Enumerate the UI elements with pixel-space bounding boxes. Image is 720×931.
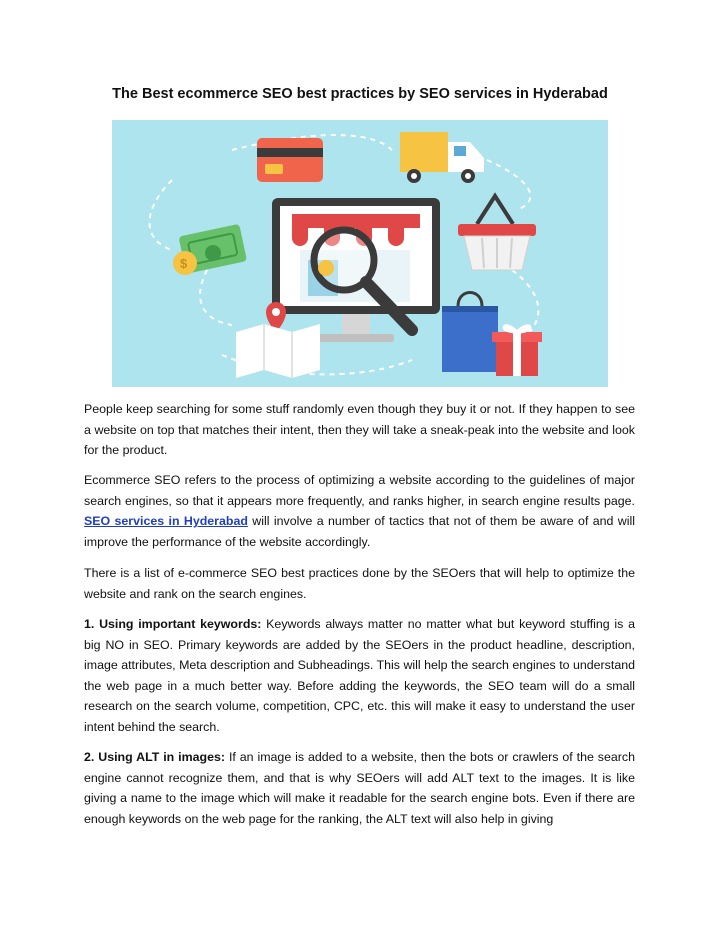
map-icon xyxy=(236,324,320,378)
list-item-alt-images: 2. Using ALT in images: If an image is added to a website, then the bots or crawlers of the search engine cannot recognize them, and that is why SEOers will add ALT text to the images. It is like giving a name to the image which will make it readable for the search engine bots. Even if there are enough keywords on the web page for the ranking, the ALT text will also help in giving xyxy=(84,750,635,826)
paragraph-intro: People keep searching for some stuff randomly even though they buy it or not. If they happen to see a website on top that matches their intent, then they will take a sneak-peak into the website and look for the product. xyxy=(84,402,635,458)
svg-text:$: $ xyxy=(180,256,188,271)
paragraph-ecommerce-seo: Ecommerce SEO refers to the process of optimizing a website according to the guidelines of major search engines, so that it appears more frequently, and ranks higher, in search engine results page. SEO services in Hyderabad will involve a number of tactics that not of them be aware of and will improve the performance of the website accordingly. xyxy=(84,473,635,549)
gift-box-icon xyxy=(492,326,542,376)
list-item-heading: 2. Using ALT in images: xyxy=(84,750,226,764)
credit-card-icon xyxy=(257,138,323,182)
paragraph-list-intro: There is a list of e-commerce SEO best practices done by the SEOers that will help to optimize the website and rank on the search engines. xyxy=(84,566,635,601)
seo-services-link[interactable]: SEO services in Hyderabad xyxy=(84,514,248,529)
list-item-keywords: 1. Using important keywords: Keywords always matter no matter what but keyword stuffing is a big NO in SEO. Primary keywords are added by the SEOers in the product headline, description, image attributes, Meta description and Subheadings. This will help the search engines to understand the web page in a much better way. Before adding the keywords, the SEO team will do a small research on the search volume, competition, CPC, etc. this will make it easy to understand the user intent behind the search. xyxy=(84,617,636,734)
hero-image xyxy=(112,120,608,387)
list-item-heading: 1. Using important keywords: xyxy=(84,617,262,631)
page-title: The Best ecommerce SEO best practices by SEO services in Hyderabad xyxy=(112,86,608,102)
